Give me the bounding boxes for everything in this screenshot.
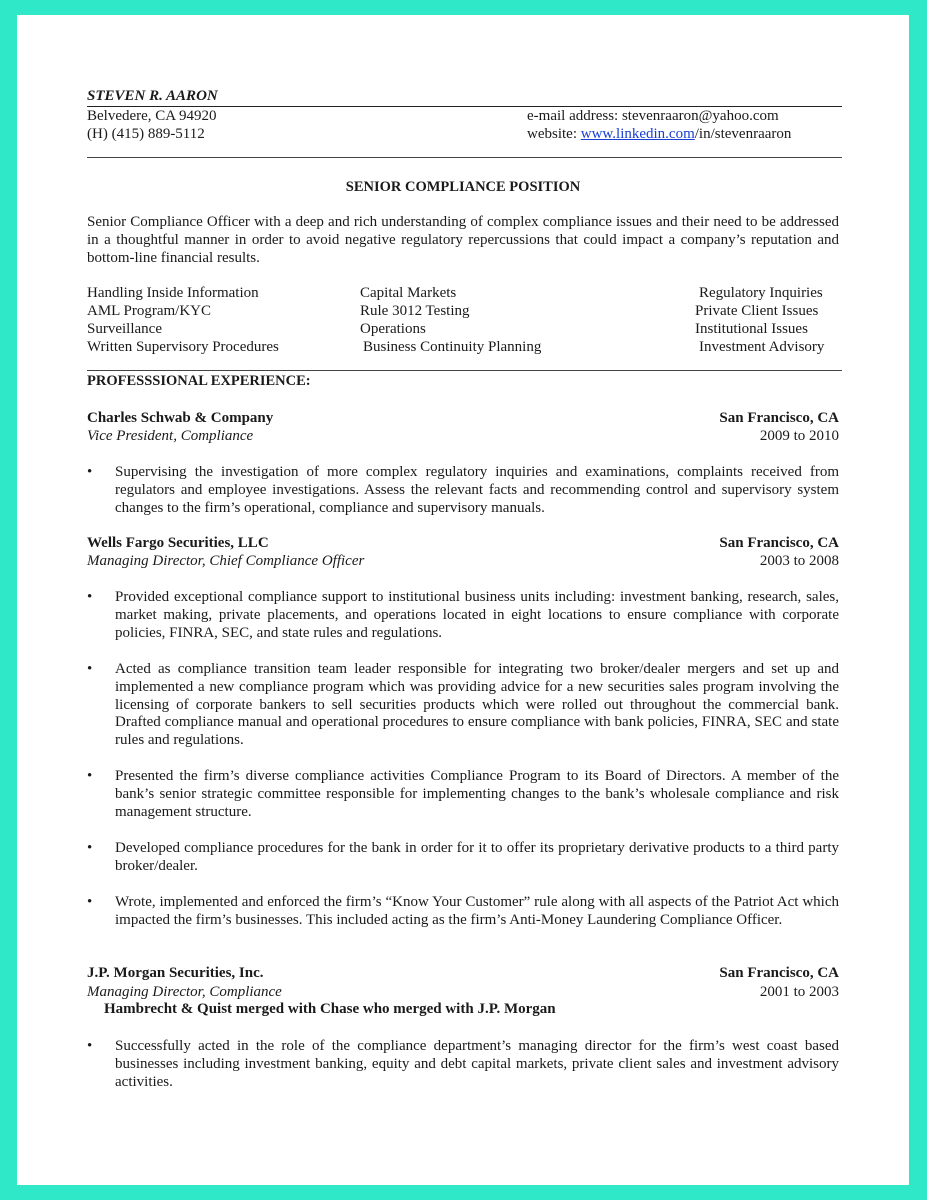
list-item <box>87 1038 839 1091</box>
employer-name: J.P. Morgan Securities, Inc. <box>87 965 264 981</box>
bullet-marker: • <box>87 840 93 856</box>
summary-paragraph: Senior Compliance Officer with a deep and rich understanding of complex compliance issues and their need to be addressed in a thoughtful manner in order to avoid negative regulatory repercussions that could impact a company’s reputation and bottom-line financial results. <box>87 214 839 266</box>
bullet-marker: • <box>87 661 93 677</box>
bullet-marker: • <box>87 768 93 784</box>
skill-item: Business Continuity Planning <box>363 339 542 355</box>
bullet-marker: • <box>87 464 93 480</box>
skill-item: Written Supervisory Procedures <box>87 339 279 355</box>
job-location: San Francisco, CA <box>719 410 839 426</box>
bullet-text: Provided exceptional compliance support to institutional business units including: investment banking, research, sales, market making, private placements, and operations located in eight locations to ensure compliance with corporate policies, FINRA, SEC, and state rules and regulations. <box>115 589 839 641</box>
skill-item: Capital Markets <box>360 285 457 301</box>
phone: (H) (415) 889-5112 <box>87 126 205 142</box>
bullet-marker: • <box>87 1038 93 1054</box>
job-location: San Francisco, CA <box>719 535 839 551</box>
merger-note: Hambrecht & Quist merged with Chase who merged with J.P. Morgan <box>104 1001 556 1017</box>
resume-page <box>17 15 909 1185</box>
bullet-text: Wrote, implemented and enforced the firm’s “Know Your Customer” rule along with all aspects of the Patriot Act which impacted the firm’s businesses. This included acting as the firm’s Anti-Money Laundering Compliance Officer. <box>115 894 839 928</box>
candidate-name: STEVEN R. AARON <box>87 88 218 104</box>
skill-item: Surveillance <box>87 321 162 337</box>
website-label: website: <box>527 126 577 142</box>
list-item <box>87 768 839 821</box>
skill-item: Institutional Issues <box>695 321 808 337</box>
website-path: /in/stevenraaron <box>694 126 792 142</box>
job-years: 2009 to 2010 <box>759 428 839 444</box>
website-link[interactable]: www.linkedin.com <box>580 126 695 142</box>
skill-item: Investment Advisory <box>699 339 825 355</box>
contact-rule <box>87 157 842 158</box>
list-item <box>87 840 839 876</box>
bullet-text: Acted as compliance transition team leader responsible for integrating two broker/dealer mergers and set up and implemented a new compliance program which was providing advice for a new securities sales program involving the licensing of corporate bankers to sell securities products which were rolled out throughout the commercial bank. Drafted compliance manual and operational procedures to ensure compliance with bank policies, FINRA, SEC and state rules and regulations. <box>115 661 839 749</box>
skill-item: Regulatory Inquiries <box>699 285 823 301</box>
employer-name: Wells Fargo Securities, LLC <box>87 535 269 551</box>
bullet-text: Successfully acted in the role of the compliance department’s managing director for the firm’s west coast based businesses including investment banking, equity and debt capital markets, private client sales and investment advisory activities. <box>115 1038 839 1090</box>
bullet-text: Supervising the investigation of more complex regulatory inquiries and examinations, complaints received from regulators and employee investigations. Assess the relevant facts and recommending control and supervisory system changes to the firm’s operational, compliance and supervisory manuals. <box>115 464 839 516</box>
email: e-mail address: stevenraaron@yahoo.com <box>527 108 779 124</box>
skill-item: AML Program/KYC <box>87 303 212 319</box>
header-rule <box>87 106 842 107</box>
skill-item: Handling Inside Information <box>87 285 259 301</box>
job-years: 2003 to 2008 <box>759 553 839 569</box>
skill-item: Operations <box>360 321 426 337</box>
objective-title: SENIOR COMPLIANCE POSITION <box>345 179 581 195</box>
bullet-marker: • <box>87 894 93 910</box>
list-item <box>87 464 839 517</box>
address: Belvedere, CA 94920 <box>87 108 217 124</box>
job-role: Vice President, Compliance <box>87 428 254 444</box>
skill-item: Private Client Issues <box>695 303 819 319</box>
employer-name: Charles Schwab & Company <box>87 410 274 426</box>
bullet-text: Presented the firm’s diverse compliance activities Compliance Program to its Board of Directors. A member of the bank’s senior strategic committee responsible for implementing changes to the bank’s wholesale compliance and risk management structure. <box>115 768 839 820</box>
website-line <box>527 126 791 143</box>
job-role: Managing Director, Chief Compliance Officer <box>87 553 365 569</box>
job-role: Managing Director, Compliance <box>87 984 282 1000</box>
experience-heading: PROFESSSIONAL EXPERIENCE: <box>87 373 311 389</box>
bullet-marker: • <box>87 589 93 605</box>
skills-rule <box>87 370 842 371</box>
bullet-text: Developed compliance procedures for the bank in order for it to offer its proprietary derivative products to a third party broker/dealer. <box>115 840 839 874</box>
skill-item: Rule 3012 Testing <box>360 303 470 319</box>
list-item <box>87 894 839 930</box>
job-years: 2001 to 2003 <box>759 984 839 1000</box>
job-location: San Francisco, CA <box>719 965 839 981</box>
list-item <box>87 589 839 642</box>
list-item <box>87 661 839 750</box>
